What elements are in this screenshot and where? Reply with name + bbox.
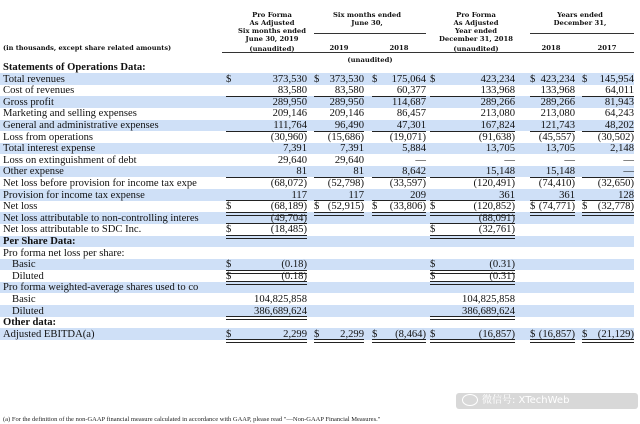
cell-value: 83,580 xyxy=(277,85,307,97)
dollar-sign: $ xyxy=(582,201,588,213)
row-label: Marketing and selling expenses xyxy=(3,108,137,120)
cell-value: (19,071) xyxy=(389,131,426,143)
dollar-sign: $ xyxy=(226,259,232,271)
row-label: Net loss xyxy=(3,201,38,213)
total-double-rule xyxy=(530,339,575,343)
years-line-2: December 31, xyxy=(553,19,607,27)
cell-value: 361 xyxy=(499,189,515,201)
pf6-line-1: Pro Forma xyxy=(252,11,292,19)
dollar-sign: $ xyxy=(530,201,536,213)
total-double-rule xyxy=(226,270,307,274)
cell-value: 423,234 xyxy=(540,73,575,85)
cell-value: (68,072) xyxy=(270,178,307,189)
cell-value: 213,080 xyxy=(480,108,515,120)
cell-value: (33,806) xyxy=(389,201,426,213)
cell-value: (0.31) xyxy=(489,259,515,271)
cell-value: 8,642 xyxy=(402,166,426,178)
row-label: Net loss attributable to SDC Inc. xyxy=(3,224,142,236)
cell-value: 81,943 xyxy=(604,96,634,108)
cell-value: (74,410) xyxy=(538,178,575,189)
cell-value: 128 xyxy=(618,189,634,201)
header-col-pfy xyxy=(426,11,526,53)
row-label: Loss from operations xyxy=(3,131,94,143)
header-col-pf6 xyxy=(222,11,322,53)
total-double-rule xyxy=(314,212,364,216)
cell-value: 64,243 xyxy=(604,108,634,120)
dollar-sign: $ xyxy=(430,224,436,236)
cell-value: 83,580 xyxy=(334,85,364,97)
header-col-y2017: 2017 xyxy=(597,44,617,52)
dollar-sign: $ xyxy=(372,328,378,340)
subtotal-rule xyxy=(226,200,307,201)
cell-value: 167,824 xyxy=(480,120,515,131)
pfy-line-2: As Adjusted xyxy=(453,19,499,27)
total-double-rule xyxy=(226,235,307,239)
row-label: Total revenues xyxy=(3,73,65,85)
cell-value: (120,852) xyxy=(473,201,515,213)
row-label: Cost of revenues xyxy=(3,85,75,97)
total-double-rule xyxy=(430,212,515,216)
cell-value: 15,148 xyxy=(485,166,515,178)
cell-value: 2,299 xyxy=(340,328,364,340)
dollar-sign: $ xyxy=(430,328,436,340)
cell-value: 81 xyxy=(353,166,364,178)
cell-value: 133,968 xyxy=(480,85,515,97)
subtotal-rule xyxy=(430,177,515,178)
cell-value: (30,502) xyxy=(597,131,634,143)
cell-value: 60,377 xyxy=(396,85,426,97)
header-rule xyxy=(222,52,634,53)
cell-value: 289,266 xyxy=(540,96,575,108)
cell-value: 96,490 xyxy=(334,120,364,131)
dollar-sign: $ xyxy=(530,73,536,85)
header-col-y2018: 2018 xyxy=(541,44,561,52)
watermark xyxy=(456,393,638,409)
total-double-rule xyxy=(226,316,307,320)
dollar-sign: $ xyxy=(226,73,232,85)
pfy-line-1: Pro Forma xyxy=(456,11,496,19)
total-double-rule xyxy=(314,339,364,343)
dollar-sign: $ xyxy=(314,73,320,85)
watermark-text: 微信号: XTechWeb xyxy=(482,395,570,406)
cell-value: 104,825,858 xyxy=(462,294,515,305)
cell-value: 213,080 xyxy=(540,108,575,120)
subtotal-rule xyxy=(226,223,307,224)
subtotal-rule xyxy=(314,96,364,97)
cell-value: 13,705 xyxy=(545,143,575,155)
row-label: Loss on extinguishment of debt xyxy=(3,154,137,166)
dollar-sign: $ xyxy=(226,328,232,340)
cell-value: 373,530 xyxy=(272,73,307,85)
cell-value: 7,391 xyxy=(340,143,364,155)
row-label: Gross profit xyxy=(3,96,54,108)
pf6-sub: (unaudited) xyxy=(249,45,295,53)
dollar-sign: $ xyxy=(314,328,320,340)
years-line-1: Years ended xyxy=(557,11,603,19)
cell-value: 2,299 xyxy=(283,328,307,340)
total-double-rule xyxy=(530,212,575,216)
total-double-rule xyxy=(372,212,426,216)
cell-value: 386,689,624 xyxy=(254,305,307,317)
dollar-sign: $ xyxy=(430,73,436,85)
cell-value: (74,771) xyxy=(538,201,575,213)
total-double-rule xyxy=(372,339,426,343)
cell-value: (30,960) xyxy=(270,131,307,143)
row-label: Basic xyxy=(12,259,36,271)
dollar-sign: $ xyxy=(226,270,232,282)
cell-value: 86,457 xyxy=(396,108,426,120)
header-col-2018: 2018 xyxy=(389,44,409,52)
cell-value: (32,761) xyxy=(478,224,515,236)
header-group-years xyxy=(526,11,634,27)
cell-value: 386,689,624 xyxy=(462,305,515,317)
row-label: Diluted xyxy=(12,270,44,282)
pf6-line-2: As Adjusted xyxy=(249,19,295,27)
row-label: Total interest expense xyxy=(3,143,96,155)
cell-value: 423,234 xyxy=(480,73,515,85)
dollar-sign: $ xyxy=(226,224,232,236)
cell-value: (120,491) xyxy=(473,178,515,189)
dollar-sign: $ xyxy=(430,270,436,282)
cell-value: 29,640 xyxy=(334,154,364,166)
cell-value: — xyxy=(504,154,515,166)
subtotal-rule xyxy=(430,200,515,201)
subtotal-rule xyxy=(314,131,364,132)
cell-value: — xyxy=(415,154,426,166)
cell-value: (32,778) xyxy=(597,201,634,213)
subtotal-rule xyxy=(226,96,307,97)
total-double-rule xyxy=(430,316,515,320)
cell-value: (45,557) xyxy=(538,131,575,143)
cell-value: 111,764 xyxy=(273,120,307,131)
cell-value: 175,064 xyxy=(391,73,426,85)
cell-value: (91,638) xyxy=(478,131,515,143)
cell-value: 361 xyxy=(559,189,575,201)
subtotal-rule xyxy=(430,96,515,97)
cell-value: (21,129) xyxy=(597,328,634,340)
cell-value: 145,954 xyxy=(599,73,634,85)
subtotal-rule xyxy=(314,200,364,201)
years-group-rule xyxy=(530,33,634,34)
cell-value: 29,640 xyxy=(277,154,307,166)
dollar-sign: $ xyxy=(430,201,436,213)
dollar-sign: $ xyxy=(372,73,378,85)
row-label: Adjusted EBITDA(a) xyxy=(3,328,95,340)
cell-value: (32,650) xyxy=(597,178,634,189)
cell-value: 47,301 xyxy=(396,120,426,131)
cell-value: 117 xyxy=(291,189,307,201)
row-label: Net loss before provision for income tax expe xyxy=(3,178,197,189)
subtotal-rule xyxy=(372,200,426,201)
row-label: General and administrative expenses xyxy=(3,120,159,131)
row-label: Net loss attributable to non-controlling interes xyxy=(3,212,199,224)
cell-value: 133,968 xyxy=(540,85,575,97)
cell-value: (68,189) xyxy=(270,201,307,213)
cell-value: — xyxy=(623,154,634,166)
subtotal-rule xyxy=(530,96,575,97)
cell-value: (52,798) xyxy=(327,178,364,189)
cell-value: 64,011 xyxy=(605,85,634,97)
dollar-sign: $ xyxy=(430,259,436,271)
cell-value: — xyxy=(623,166,634,178)
section-heading: Other data: xyxy=(3,317,57,329)
subtotal-rule xyxy=(372,131,426,132)
dollar-sign: $ xyxy=(226,201,232,213)
six-line-1: Six months ended xyxy=(333,11,401,19)
cell-value: 289,266 xyxy=(480,96,515,108)
header-group-six xyxy=(312,11,422,27)
row-label: Provision for income tax expense xyxy=(3,189,145,201)
units-note: (in thousands, except share related amounts) xyxy=(3,44,172,52)
six-sub: (unaudited) xyxy=(347,56,393,64)
dollar-sign: $ xyxy=(372,201,378,213)
subtotal-rule xyxy=(226,131,307,132)
pf6-line-4: June 30, 2019 xyxy=(245,35,299,43)
six-line-2: June 30, xyxy=(351,19,383,27)
cell-value: — xyxy=(564,154,575,166)
cell-value: 114,687 xyxy=(391,96,426,108)
cell-value: 5,884 xyxy=(402,143,426,155)
subtotal-rule xyxy=(530,131,575,132)
cell-value: 209,146 xyxy=(272,108,307,120)
pfy-line-3: Year ended xyxy=(454,27,498,35)
cell-value: 104,825,858 xyxy=(254,294,307,305)
dollar-sign: $ xyxy=(314,201,320,213)
dollar-sign: $ xyxy=(530,328,536,340)
cell-value: (16,857) xyxy=(478,328,515,340)
cell-value: (0.18) xyxy=(281,259,307,271)
subtotal-rule xyxy=(582,131,634,132)
subtotal-rule xyxy=(372,177,426,178)
cell-value: 289,950 xyxy=(329,96,364,108)
header-col-2019: 2019 xyxy=(329,44,349,52)
cell-value: 15,148 xyxy=(545,166,575,178)
pfy-sub: (unaudited) xyxy=(453,45,499,53)
cell-value: 81 xyxy=(296,166,307,178)
cell-value: (0.31) xyxy=(489,270,515,282)
total-double-rule xyxy=(430,235,515,239)
cell-value: (33,597) xyxy=(389,178,426,189)
cell-value: (16,857) xyxy=(538,328,575,340)
section-heading: Per Share Data: xyxy=(3,236,76,247)
dollar-sign: $ xyxy=(582,328,588,340)
subtotal-rule xyxy=(226,177,307,178)
cell-value: 48,202 xyxy=(604,120,634,131)
cell-value: 7,391 xyxy=(283,143,307,155)
cell-value: 209 xyxy=(410,189,426,201)
cell-value: (0.18) xyxy=(281,270,307,282)
subtotal-rule xyxy=(582,96,634,97)
row-label: Other expense xyxy=(3,166,64,178)
total-double-rule xyxy=(226,281,307,285)
cell-value: 13,705 xyxy=(485,143,515,155)
total-double-rule xyxy=(430,281,515,285)
footnote: (a) For the definition of the non-GAAP financial measure calculated in accordance with GAAP, please read "—Non-GAAP Financial Measures." xyxy=(3,416,381,423)
cell-value: (52,915) xyxy=(327,201,364,213)
cell-value: (8,464) xyxy=(395,328,426,340)
row-label: Diluted xyxy=(12,305,44,317)
pf6-line-3: Six months ended xyxy=(238,27,306,35)
cell-value: (15,686) xyxy=(327,131,364,143)
cell-value: 373,530 xyxy=(329,73,364,85)
total-double-rule xyxy=(226,212,307,216)
subtotal-rule xyxy=(430,131,515,132)
cell-value: (18,485) xyxy=(270,224,307,236)
pfy-line-4: December 31, 2018 xyxy=(438,35,513,43)
row-label: Pro forma weighted-average shares used to co xyxy=(3,282,199,294)
cell-value: (88,091) xyxy=(478,212,515,224)
subtotal-rule xyxy=(372,96,426,97)
subtotal-rule xyxy=(530,200,575,201)
subtotal-rule xyxy=(582,177,634,178)
total-double-rule xyxy=(226,339,307,343)
subtotal-rule xyxy=(530,177,575,178)
six-group-rule xyxy=(314,33,426,34)
section-heading: Statements of Operations Data: xyxy=(3,62,146,73)
cell-value: 2,148 xyxy=(610,143,634,155)
cell-value: 121,743 xyxy=(540,120,575,131)
row-label: Basic xyxy=(12,294,36,305)
subtotal-rule xyxy=(314,177,364,178)
subtotal-rule xyxy=(430,223,515,224)
total-double-rule xyxy=(582,339,634,343)
wechat-icon xyxy=(462,394,478,406)
cell-value: 289,950 xyxy=(272,96,307,108)
total-double-rule xyxy=(430,339,515,343)
cell-value: 209,146 xyxy=(329,108,364,120)
row-label: Pro forma net loss per share: xyxy=(3,247,125,259)
subtotal-rule xyxy=(582,200,634,201)
total-double-rule xyxy=(430,270,515,274)
dollar-sign: $ xyxy=(582,73,588,85)
cell-value: (49,704) xyxy=(270,212,307,224)
cell-value: 117 xyxy=(348,189,364,201)
total-double-rule xyxy=(582,212,634,216)
